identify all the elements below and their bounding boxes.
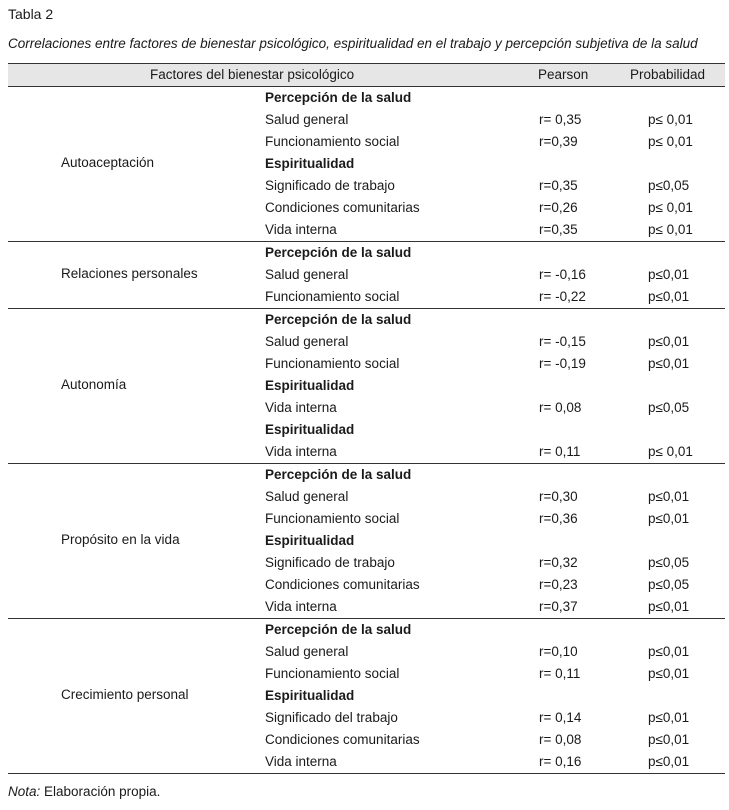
- probability-value: p≤0,01: [648, 511, 690, 526]
- header-probability: Probabilidad: [630, 67, 706, 82]
- factor-group: [8, 87, 725, 242]
- table-row: [8, 353, 725, 375]
- table-row: [8, 397, 725, 419]
- variable-label: Salud general: [265, 334, 349, 349]
- table-row: [8, 197, 725, 219]
- table-note: [8, 784, 160, 799]
- probability-value: p≤0,01: [648, 710, 690, 725]
- factor-group: [8, 242, 725, 309]
- pearson-value: r= 0,11: [539, 666, 581, 681]
- table-row: [8, 751, 725, 773]
- probability-value: p≤0,01: [648, 289, 690, 304]
- variable-label: Vida interna: [265, 754, 337, 769]
- section-label: Percepción de la salud: [265, 312, 412, 327]
- variable-label: Condiciones comunitarias: [265, 200, 420, 215]
- table-row: [8, 286, 725, 308]
- factor-group: [8, 309, 725, 464]
- note-text: Elaboración propia.: [40, 784, 161, 799]
- factor-group: [8, 619, 725, 774]
- pearson-value: r= -0,19: [539, 356, 586, 371]
- probability-value: p≤0,01: [648, 732, 690, 747]
- section-row: [8, 242, 725, 264]
- factor-label: Relaciones personales: [61, 266, 198, 281]
- pearson-value: r=0,30: [539, 489, 578, 504]
- header-factor: Factores del bienestar psicológico: [150, 67, 355, 82]
- table-row: [8, 707, 725, 729]
- probability-value: p≤0,01: [648, 666, 690, 681]
- table-row: [8, 552, 725, 574]
- probability-value: p≤0,05: [648, 400, 690, 415]
- table-caption: Correlaciones entre factores de bienestar psicológico, espiritualidad en el trabajo y percepción subjetiva de la salud: [8, 36, 698, 51]
- table-row: [8, 264, 725, 286]
- pearson-value: r= 0,11: [539, 444, 581, 459]
- pearson-value: r=0,37: [539, 599, 578, 614]
- table-row: [8, 574, 725, 596]
- pearson-value: r=0,10: [539, 644, 578, 659]
- probability-value: p≤0,01: [648, 599, 690, 614]
- table-number: Tabla 2: [8, 6, 54, 22]
- table-header: [8, 63, 725, 87]
- table-row: [8, 641, 725, 663]
- variable-label: Condiciones comunitarias: [265, 732, 420, 747]
- factor-label: Propósito en la vida: [61, 532, 180, 547]
- probability-value: p≤0,01: [648, 267, 690, 282]
- section-row: [8, 464, 725, 486]
- pearson-value: r=0,23: [539, 577, 578, 592]
- table-row: [8, 441, 725, 463]
- factor-label: Autoaceptación: [61, 155, 155, 170]
- pearson-value: r=0,32: [539, 555, 578, 570]
- table-row: [8, 729, 725, 751]
- section-label: Espiritualidad: [265, 156, 355, 171]
- variable-label: Salud general: [265, 112, 349, 127]
- probability-value: p≤0,05: [648, 555, 690, 570]
- table-row: [8, 131, 725, 153]
- probability-value: p≤ 0,01: [648, 200, 693, 215]
- pearson-value: r=0,36: [539, 511, 578, 526]
- factor-label: Crecimiento personal: [61, 687, 189, 702]
- variable-label: Vida interna: [265, 400, 337, 415]
- table-row: [8, 508, 725, 530]
- table-row: [8, 596, 725, 618]
- variable-label: Salud general: [265, 644, 349, 659]
- variable-label: Funcionamiento social: [265, 666, 400, 681]
- pearson-value: r= -0,22: [539, 289, 586, 304]
- probability-value: p≤ 0,01: [648, 444, 693, 459]
- header-pearson: Pearson: [538, 67, 589, 82]
- variable-label: Vida interna: [265, 222, 337, 237]
- probability-value: p≤0,01: [648, 489, 690, 504]
- factor-label: Autonomía: [61, 377, 127, 392]
- pearson-value: r=0,35: [539, 222, 578, 237]
- section-row: [8, 375, 725, 397]
- probability-value: p≤0,01: [648, 644, 690, 659]
- section-row: [8, 309, 725, 331]
- section-label: Espiritualidad: [265, 688, 355, 703]
- section-label: Percepción de la salud: [265, 245, 412, 260]
- probability-value: p≤0,01: [648, 754, 690, 769]
- pearson-value: r= 0,16: [539, 754, 582, 769]
- variable-label: Significado de trabajo: [265, 555, 395, 570]
- section-label: Percepción de la salud: [265, 467, 412, 482]
- variable-label: Funcionamiento social: [265, 134, 400, 149]
- table-row: [8, 663, 725, 685]
- correlation-table: [8, 63, 725, 774]
- probability-value: p≤0,05: [648, 577, 690, 592]
- section-row: [8, 619, 725, 641]
- variable-label: Vida interna: [265, 599, 337, 614]
- variable-label: Significado del trabajo: [265, 710, 398, 725]
- section-label: Espiritualidad: [265, 422, 355, 437]
- section-label: Espiritualidad: [265, 533, 355, 548]
- table-row: [8, 331, 725, 353]
- variable-label: Vida interna: [265, 444, 337, 459]
- pearson-value: r= 0,14: [539, 710, 582, 725]
- table-row: [8, 219, 725, 241]
- pearson-value: r=0,35: [539, 178, 578, 193]
- pearson-value: r= 0,08: [539, 732, 582, 747]
- section-row: [8, 153, 725, 175]
- probability-value: p≤0,01: [648, 334, 690, 349]
- probability-value: p≤ 0,01: [648, 222, 693, 237]
- variable-label: Condiciones comunitarias: [265, 577, 420, 592]
- variable-label: Funcionamiento social: [265, 511, 400, 526]
- section-row: [8, 685, 725, 707]
- variable-label: Funcionamiento social: [265, 289, 400, 304]
- section-label: Percepción de la salud: [265, 622, 412, 637]
- probability-value: p≤ 0,01: [648, 134, 693, 149]
- variable-label: Funcionamiento social: [265, 356, 400, 371]
- table-body: [8, 87, 725, 774]
- factor-group: [8, 464, 725, 619]
- section-row: [8, 530, 725, 552]
- section-label: Percepción de la salud: [265, 90, 412, 105]
- probability-value: p≤0,01: [648, 356, 690, 371]
- pearson-value: r=0,26: [539, 200, 578, 215]
- table-row: [8, 109, 725, 131]
- probability-value: p≤ 0,01: [648, 112, 693, 127]
- variable-label: Salud general: [265, 489, 349, 504]
- section-row: [8, 87, 725, 109]
- variable-label: Salud general: [265, 267, 349, 282]
- probability-value: p≤0,05: [648, 178, 690, 193]
- pearson-value: r= -0,15: [539, 334, 586, 349]
- section-label: Espiritualidad: [265, 378, 355, 393]
- pearson-value: r= 0,08: [539, 400, 582, 415]
- note-label: Nota:: [8, 784, 41, 799]
- variable-label: Significado de trabajo: [265, 178, 395, 193]
- table-row: [8, 175, 725, 197]
- table-row: [8, 486, 725, 508]
- pearson-value: r= -0,16: [539, 267, 586, 282]
- pearson-value: r= 0,35: [539, 112, 582, 127]
- section-row: [8, 419, 725, 441]
- pearson-value: r=0,39: [539, 134, 578, 149]
